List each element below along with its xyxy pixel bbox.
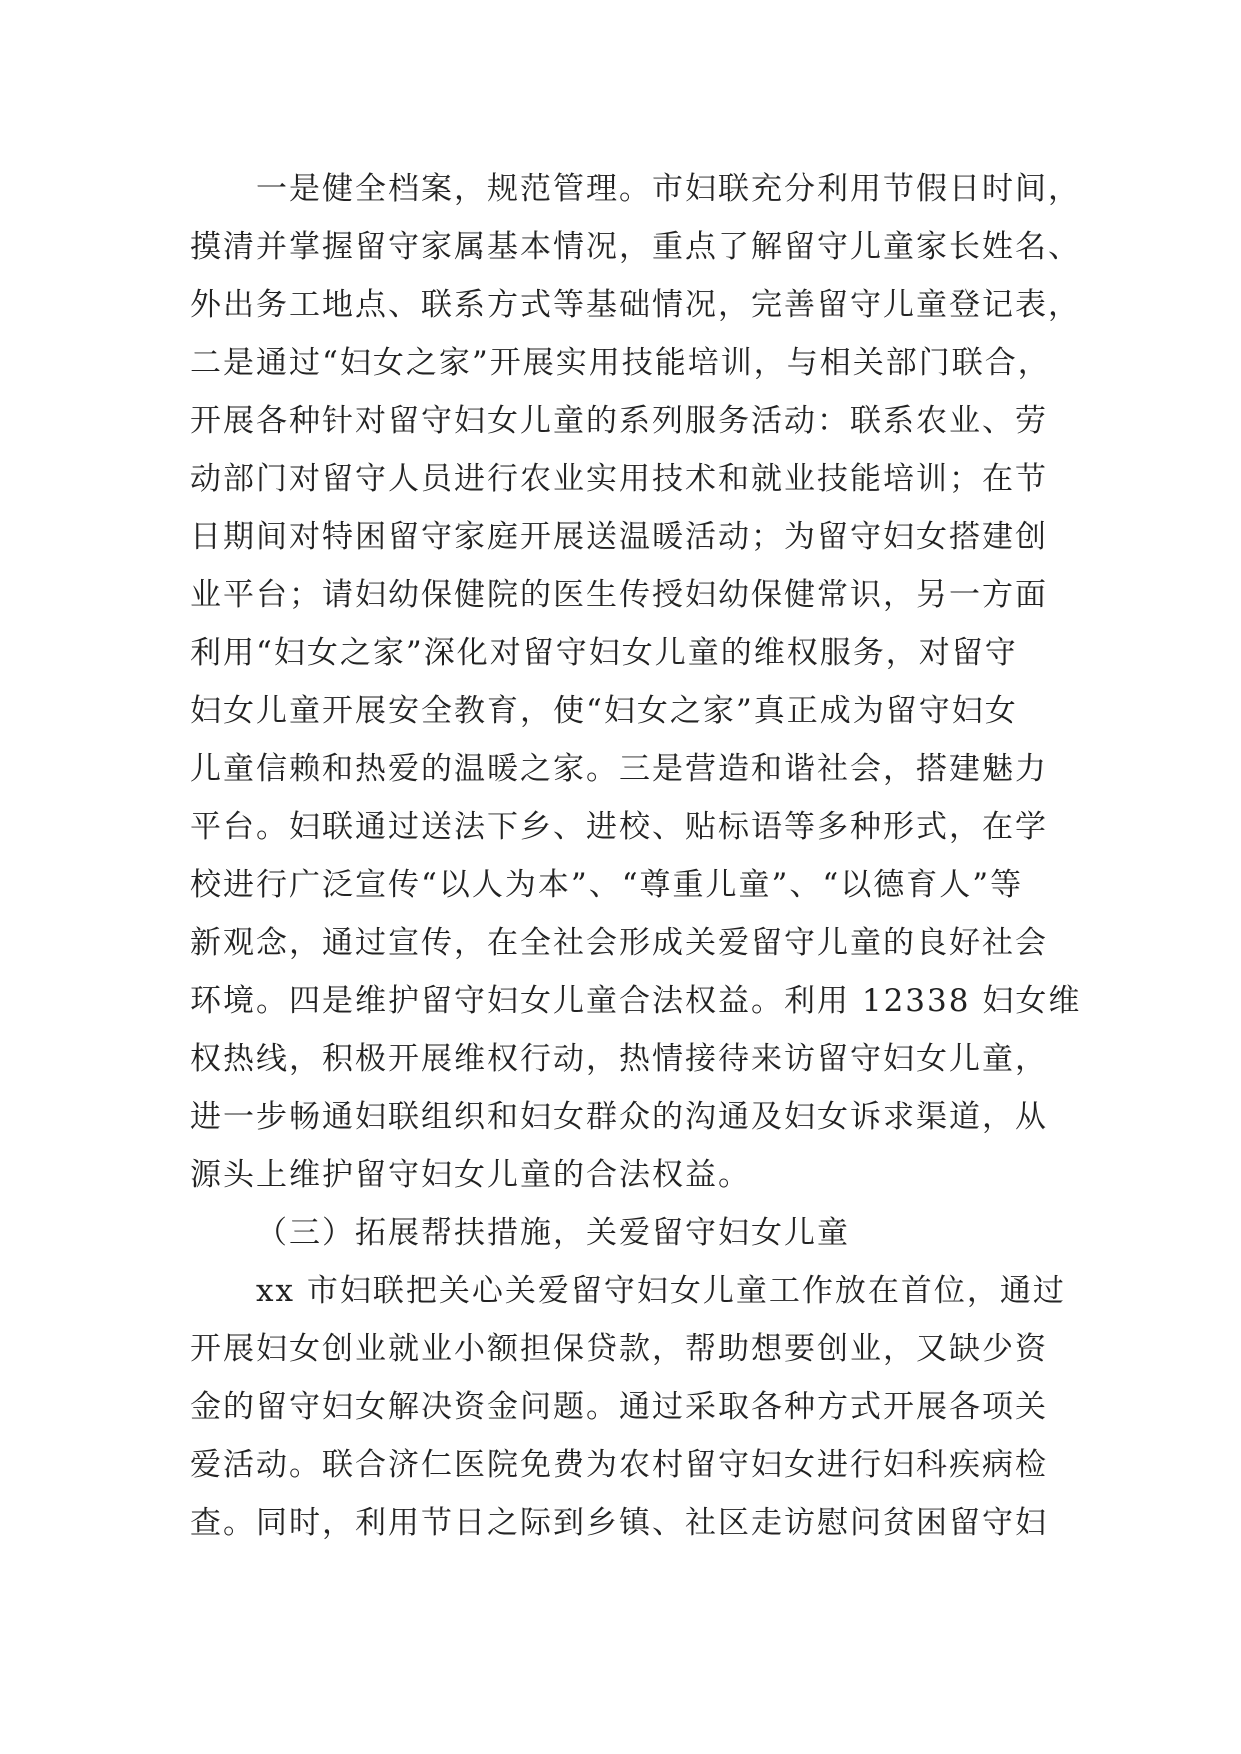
paragraph-line: xx 市妇联把关心关爱留守妇女儿童工作放在首位，通过 <box>256 1273 1066 1309</box>
paragraph-line: 业平台；请妇幼保健院的医生传授妇幼保健常识，另一方面 <box>190 577 1048 613</box>
paragraph-line: 源头上维护留守妇女儿童的合法权益。 <box>190 1157 751 1193</box>
paragraph-line: 金的留守妇女解决资金问题。通过采取各种方式开展各项关 <box>190 1389 1048 1425</box>
paragraph-line: 利用“妇女之家”深化对留守妇女儿童的维权服务，对留守 <box>190 635 1018 671</box>
paragraph-line: 一是健全档案，规范管理。市妇联充分利用节假日时间， <box>256 171 1081 207</box>
paragraph-line: 开展各种针对留守妇女儿童的系列服务活动：联系农业、劳 <box>190 403 1048 439</box>
paragraph-line: 动部门对留守人员进行农业实用技术和就业技能培训；在节 <box>190 461 1048 497</box>
paragraph-line: 摸清并掌握留守家属基本情况，重点了解留守儿童家长姓名、 <box>190 229 1081 265</box>
paragraph-line: 新观念，通过宣传，在全社会形成关爱留守儿童的良好社会 <box>190 925 1048 961</box>
paragraph-line: 妇女儿童开展安全教育，使“妇女之家”真正成为留守妇女 <box>190 693 1018 729</box>
paragraph-line: 环境。四是维护留守妇女儿童合法权益。利用 12338 妇女维 <box>190 983 1082 1019</box>
paragraph-line: 平台。妇联通过送法下乡、进校、贴标语等多种形式，在学 <box>190 809 1048 845</box>
paragraph-line: 日期间对特困留守家庭开展送温暖活动；为留守妇女搭建创 <box>190 519 1048 555</box>
paragraph-line: 查。同时，利用节日之际到乡镇、社区走访慰问贫困留守妇 <box>190 1505 1048 1541</box>
paragraph-line: 儿童信赖和热爱的温暖之家。三是营造和谐社会，搭建魅力 <box>190 751 1048 787</box>
paragraph-line: 二是通过“妇女之家”开展实用技能培训，与相关部门联合， <box>190 345 1051 381</box>
paragraph-line: 权热线，积极开展维权行动，热情接待来访留守妇女儿童， <box>190 1041 1048 1077</box>
paragraph-line: 爱活动。联合济仁医院免费为农村留守妇女进行妇科疾病检 <box>190 1447 1048 1483</box>
section-heading: （三）拓展帮扶措施，关爱留守妇女儿童 <box>256 1215 850 1251</box>
paragraph-line: 校进行广泛宣传“以人为本”、“尊重儿童”、“以德育人”等 <box>190 867 1024 903</box>
paragraph-line: 进一步畅通妇联组织和妇女群众的沟通及妇女诉求渠道，从 <box>190 1099 1048 1135</box>
paragraph-line: 开展妇女创业就业小额担保贷款，帮助想要创业，又缺少资 <box>190 1331 1048 1367</box>
document-body <box>190 160 1090 1552</box>
paragraph-line: 外出务工地点、联系方式等基础情况，完善留守儿童登记表， <box>190 287 1081 323</box>
